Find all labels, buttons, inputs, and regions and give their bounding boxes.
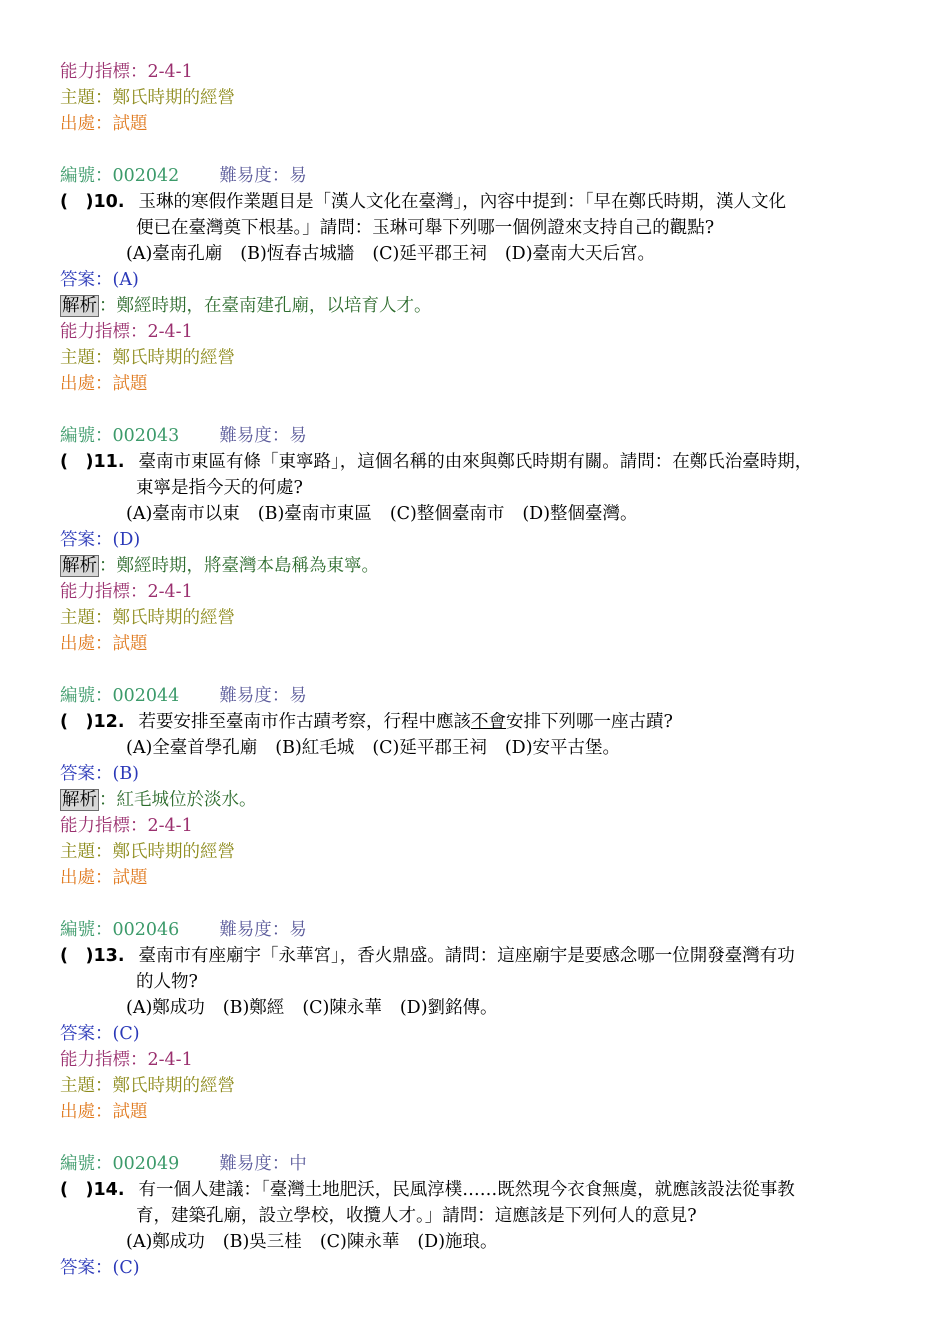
id-value: ：002044 — [95, 686, 180, 706]
ability-label: 能力指標 — [60, 322, 130, 342]
question-meta — [60, 163, 950, 189]
source-label: 出處 — [60, 374, 95, 394]
question-text-continued: 便已在臺灣奠下根基。」請問：玉琳可舉下列哪一個例證來支持自己的觀點? — [136, 218, 715, 238]
answer-line — [60, 1021, 950, 1047]
answer-paren: ( ) — [60, 452, 94, 472]
option-c: (C)陳永華 — [319, 1232, 400, 1252]
topic-label: 主題 — [60, 88, 95, 108]
ability-value: ：2-4-1 — [130, 1050, 193, 1070]
ability-value: ：2-4-1 — [130, 62, 193, 82]
question-block-14 — [60, 1151, 950, 1281]
question-text-continued: 育，建築孔廟，設立學校，收攬人才。」請問：這應該是下列何人的意見? — [136, 1206, 697, 1226]
underlined-emphasis: 不會 — [471, 712, 507, 732]
option-a: (A)臺南孔廟 — [126, 244, 223, 264]
question-text-continued: 的人物? — [136, 972, 198, 992]
options — [60, 501, 950, 527]
topic-value: ：鄭氏時期的經營 — [95, 88, 235, 108]
option-c: (C)延平郡王祠 — [372, 738, 487, 758]
question-stem — [60, 449, 950, 475]
analysis-line — [60, 293, 950, 319]
question-block-13 — [60, 917, 950, 1125]
question-number: 14. — [93, 1180, 125, 1200]
question-number: 11. — [93, 452, 125, 472]
question-text: 臺南市東區有條「東寧路」，這個名稱的由來與鄭氏時期有關。請問：在鄭氏治臺時期， — [138, 452, 813, 472]
options — [60, 995, 950, 1021]
id-label: 編號 — [60, 166, 95, 186]
answer-line — [60, 1255, 950, 1281]
difficulty-label: 難易度 — [219, 686, 272, 706]
difficulty-label: 難易度 — [219, 1154, 272, 1174]
option-c: (C)延平郡王祠 — [372, 244, 487, 264]
question-meta — [60, 917, 950, 943]
difficulty-value: ：易 — [271, 686, 307, 706]
option-c: (C)陳永華 — [302, 998, 382, 1018]
question-stem — [60, 189, 950, 215]
source-line — [60, 111, 950, 137]
option-b: (B)紅毛城 — [275, 738, 355, 758]
source-line — [60, 631, 950, 657]
option-a: (A)鄭成功 — [126, 1232, 205, 1252]
id-label: 編號 — [60, 1154, 95, 1174]
option-b: (B)恆春古城牆 — [240, 244, 355, 264]
analysis-line — [60, 553, 950, 579]
id-value: ：002046 — [95, 920, 180, 940]
answer-value: ：(B) — [95, 764, 140, 784]
answer-line — [60, 527, 950, 553]
topic-value: ：鄭氏時期的經營 — [95, 1076, 235, 1096]
source-value: ：試題 — [95, 868, 148, 888]
ability-indicator — [60, 319, 950, 345]
option-d: (D)安平古堡。 — [504, 738, 621, 758]
question-number: 12. — [93, 712, 125, 732]
option-d: (D)臺南大天后宮。 — [504, 244, 656, 264]
topic-line — [60, 345, 950, 371]
question-stem — [60, 709, 950, 735]
question-stem — [60, 1177, 950, 1203]
difficulty-label: 難易度 — [219, 426, 272, 446]
question-meta — [60, 683, 950, 709]
ability-indicator — [60, 813, 950, 839]
ability-indicator — [60, 59, 950, 85]
id-label: 編號 — [60, 686, 95, 706]
question-number: 10. — [93, 192, 125, 212]
source-label: 出處 — [60, 1102, 95, 1122]
difficulty-value: ：易 — [271, 166, 307, 186]
question-number: 13. — [93, 946, 125, 966]
answer-value: ：(C) — [95, 1024, 140, 1044]
answer-label: 答案 — [60, 270, 95, 290]
difficulty-value: ：易 — [271, 920, 307, 940]
answer-label: 答案 — [60, 530, 95, 550]
topic-value: ：鄭氏時期的經營 — [95, 348, 235, 368]
id-label: 編號 — [60, 920, 95, 940]
answer-value: ：(D) — [95, 530, 141, 550]
answer-label: 答案 — [60, 1258, 95, 1278]
option-a: (A)臺南市以東 — [126, 504, 240, 524]
ability-value: ：2-4-1 — [130, 322, 193, 342]
difficulty-value: ：易 — [271, 426, 307, 446]
answer-line — [60, 267, 950, 293]
question-stem — [60, 943, 950, 969]
ability-label: 能力指標 — [60, 62, 130, 82]
question-text: 臺南市有座廟宇「永華宮」，香火鼎盛。請問：這座廟宇是要感念哪一位開發臺灣有功 — [138, 946, 795, 966]
option-a: (A)鄭成功 — [126, 998, 205, 1018]
source-value: ：試題 — [95, 1102, 148, 1122]
ability-value: ：2-4-1 — [130, 582, 193, 602]
topic-label: 主題 — [60, 348, 95, 368]
id-label: 編號 — [60, 426, 95, 446]
source-line — [60, 1099, 950, 1125]
source-line — [60, 865, 950, 891]
source-label: 出處 — [60, 868, 95, 888]
option-d: (D)劉銘傳。 — [399, 998, 498, 1018]
source-label: 出處 — [60, 634, 95, 654]
answer-paren: ( ) — [60, 946, 94, 966]
question-text: 有一個人建議：「臺灣土地肥沃，民風淳樸……既然現今衣食無虞，就應該設法從事教 — [138, 1180, 795, 1200]
answer-paren: ( ) — [60, 192, 94, 212]
analysis-text: ：鄭經時期，在臺南建孔廟，以培育人才。 — [99, 296, 432, 316]
answer-paren: ( ) — [60, 1180, 94, 1200]
difficulty-label: 難易度 — [219, 920, 272, 940]
topic-label: 主題 — [60, 608, 95, 628]
source-value: ：試題 — [95, 374, 148, 394]
topic-label: 主題 — [60, 842, 95, 862]
question-text: 玉琳的寒假作業題目是「漢人文化在臺灣」，內容中提到：「早在鄭氏時期，漢人文化 — [138, 192, 787, 212]
answer-line — [60, 761, 950, 787]
ability-label: 能力指標 — [60, 1050, 130, 1070]
analysis-text: ：紅毛城位於淡水。 — [99, 790, 257, 810]
question-text-end: 安排下列哪一座古蹟? — [506, 712, 673, 732]
question-text: 若要安排至臺南市作古蹟考察，行程中應該 — [138, 712, 472, 732]
analysis-tag: 解析 — [62, 556, 97, 576]
source-value: ：試題 — [95, 634, 148, 654]
question-text-continued: 東寧是指今天的何處? — [136, 478, 303, 498]
ability-label: 能力指標 — [60, 816, 130, 836]
ability-indicator — [60, 1047, 950, 1073]
source-label: 出處 — [60, 114, 95, 134]
id-value: ：002049 — [95, 1154, 180, 1174]
ability-value: ：2-4-1 — [130, 816, 193, 836]
answer-label: 答案 — [60, 764, 95, 784]
answer-paren: ( ) — [60, 712, 94, 732]
topic-line — [60, 1073, 950, 1099]
option-d: (D)整個臺灣。 — [522, 504, 638, 524]
options — [60, 1229, 950, 1255]
answer-value: ：(C) — [95, 1258, 140, 1278]
question-block-11 — [60, 423, 950, 657]
option-b: (B)吳三桂 — [222, 1232, 302, 1252]
analysis-text: ：鄭經時期，將臺灣本島稱為東寧。 — [99, 556, 379, 576]
analysis-tag: 解析 — [62, 790, 97, 810]
question-meta — [60, 1151, 950, 1177]
topic-value: ：鄭氏時期的經營 — [95, 608, 235, 628]
topic-line — [60, 85, 950, 111]
id-value: ：002043 — [95, 426, 180, 446]
answer-value: ：(A) — [95, 270, 139, 290]
topic-value: ：鄭氏時期的經營 — [95, 842, 235, 862]
option-b: (B)臺南市東區 — [257, 504, 372, 524]
topic-label: 主題 — [60, 1076, 95, 1096]
question-meta — [60, 423, 950, 449]
topic-line — [60, 839, 950, 865]
option-a: (A)全臺首學孔廟 — [126, 738, 258, 758]
option-d: (D)施琅。 — [417, 1232, 498, 1252]
topic-line — [60, 605, 950, 631]
ability-label: 能力指標 — [60, 582, 130, 602]
source-value: ：試題 — [95, 114, 148, 134]
analysis-tag: 解析 — [62, 296, 97, 316]
option-c: (C)整個臺南市 — [389, 504, 505, 524]
options — [60, 735, 950, 761]
difficulty-value: ：中 — [271, 1154, 307, 1174]
question-block-12 — [60, 683, 950, 891]
ability-indicator — [60, 579, 950, 605]
analysis-line — [60, 787, 950, 813]
options — [60, 241, 950, 267]
source-line — [60, 371, 950, 397]
question-block-10 — [60, 163, 950, 397]
option-b: (B)鄭經 — [222, 998, 285, 1018]
answer-label: 答案 — [60, 1024, 95, 1044]
id-value: ：002042 — [95, 166, 180, 186]
difficulty-label: 難易度 — [219, 166, 272, 186]
